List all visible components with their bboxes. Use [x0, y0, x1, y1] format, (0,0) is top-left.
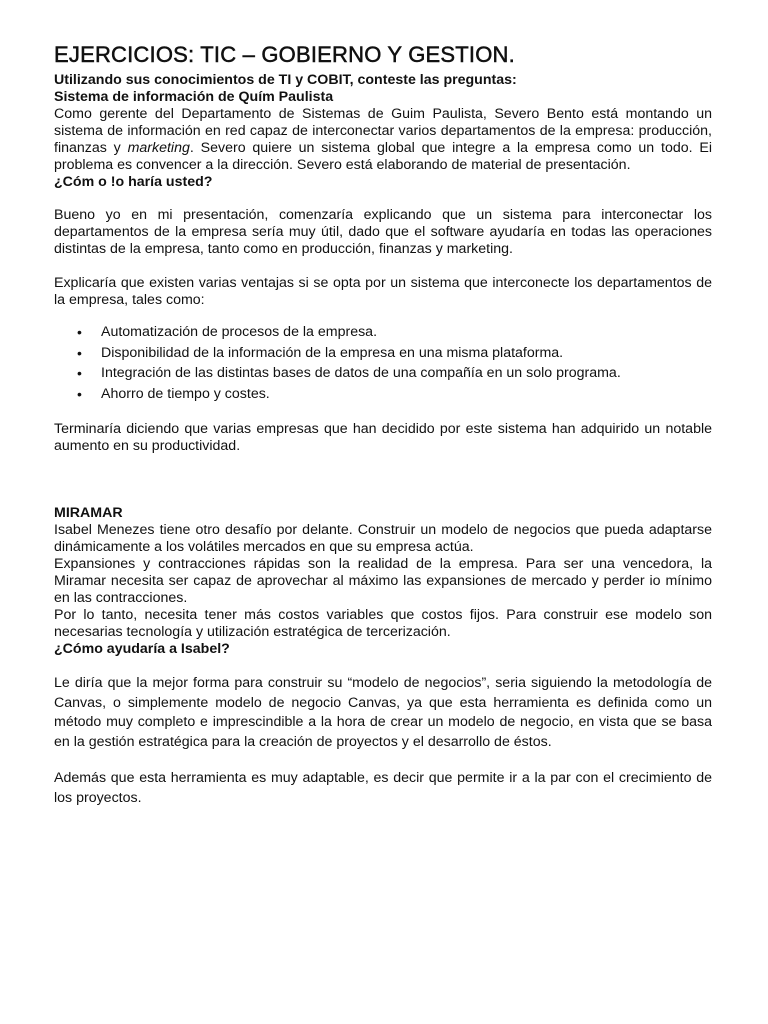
case1-paragraph-post: . Severo quiere un sistema global que integre a la empresa como un todo. Ei problema es convencer a la dirección. Severo está elaborando de material de presentación. — [54, 140, 712, 173]
case1-paragraph — [54, 106, 712, 174]
case2-answer-2: Además que esta herramienta es muy adaptable, es decir que permite ir a la par con el crecimiento de los proyectos. — [54, 770, 712, 806]
case2-section — [54, 505, 712, 808]
bullet-icon: • — [77, 365, 82, 381]
list-item: • Integración de las distintas bases de datos de una compañía en un solo programa. — [101, 363, 712, 384]
bullet-icon: • — [77, 385, 82, 402]
list-item: • Automatización de procesos de la empresa. — [101, 322, 712, 343]
document-title: EJERCICIOS: TIC – GOBIERNO Y GESTION. — [54, 42, 515, 67]
intro-instruction: Utilizando sus conocimientos de TI y COBIT, conteste las preguntas: — [54, 72, 517, 88]
case1-answer-1: Bueno yo en mi presentación, comenzaría explicando que un sistema para interconectar los departamentos de la empresa sería muy útil, dado que el software ayudaría en todas las operaciones distintas de la empresa, tanto como en producción, finanzas y marketing. — [54, 207, 712, 257]
advantages-list — [54, 322, 712, 404]
document-page — [54, 42, 712, 808]
case2-paragraph-2: Expansiones y contracciones rápidas son la realidad de la empresa. Para ser una vencedora, la Miramar necesita ser capaz de aprovechar al máximo las expansiones de mercado y perder io mínimo en las contracciones. — [54, 556, 712, 606]
case1-heading: Sistema de información de Quím Paulista — [54, 89, 334, 105]
list-item: • Ahorro de tiempo y costes. — [101, 384, 712, 405]
bullet-icon: • — [77, 344, 82, 361]
case2-heading: MIRAMAR — [54, 505, 123, 521]
case2-paragraph-3: Por lo tanto, necesita tener más costos variables que costos fijos. Para construir ese modelo son necesarias tecnología y utilización estratégica de tercerización. — [54, 607, 712, 640]
case1-paragraph-italic: marketing — [127, 140, 190, 156]
case2-answer-1: Le diría que la mejor forma para construir su “modelo de negocios”, seria siguiendo la metodología de Canvas, o simplemente modelo de negocio Canvas, ya que esta herramienta es definida como un método muy completo e imprescindible a la hora de crear un modelo de negocio, en vista que se basa en la gestión estratégica para la creación de proyectos y el desarrollo de éstos. — [54, 675, 712, 750]
list-item: • Disponibilidad de la información de la empresa en una misma plataforma. — [101, 343, 712, 364]
case1-paragraph-pre: Como gerente del Departamento de Sistemas de Guim Paulista, Severo Bento está montando un sistema de información en red capaz de interconectar varios departamentos de la empresa: producción, finanzas y — [54, 106, 712, 156]
case1-question: ¿Cóm o !o haría usted? — [54, 174, 213, 190]
case2-question: ¿Cómo ayudaría a Isabel? — [54, 641, 230, 657]
case1-answer-3: Terminaría diciendo que varias empresas que han decidido por este sistema han adquirido un notable aumento en su productividad. — [54, 421, 712, 454]
case1-answer-2: Explicaría que existen varias ventajas si se opta por un sistema que interconecte los departamentos de la empresa, tales como: — [54, 275, 712, 308]
case2-paragraph-1: Isabel Menezes tiene otro desafío por delante. Construir un modelo de negocios que pueda adaptarse dinámicamente a los volátiles mercados en que su empresa actúa. — [54, 522, 712, 555]
bullet-icon: • — [77, 324, 82, 340]
